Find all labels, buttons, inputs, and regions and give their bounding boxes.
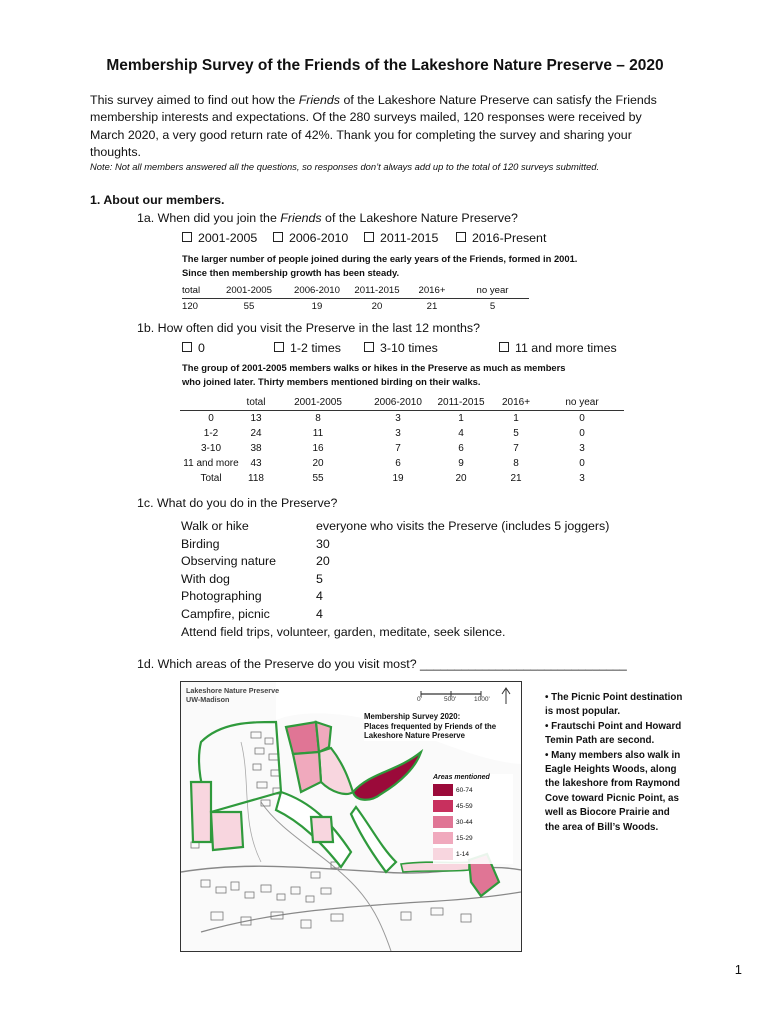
map-note-text: • The Picnic Point destination xyxy=(545,692,683,703)
table-header: 2011-2015 xyxy=(437,397,485,408)
activity-count: 4 xyxy=(316,607,323,621)
scale-label: 1000' xyxy=(474,696,490,703)
area-shape xyxy=(351,807,396,872)
table-cell: 1 xyxy=(458,413,464,424)
intro-text: of the Lakeshore Nature Preserve can satisfy the Friends xyxy=(340,93,657,107)
table-header-row xyxy=(180,395,624,411)
table-cell: 55 xyxy=(243,301,255,312)
checkbox-option[interactable] xyxy=(364,231,438,245)
table-header: 2006-2010 xyxy=(374,397,422,408)
question-text: 1a. When did you join the xyxy=(137,211,281,225)
table-cell: 5 xyxy=(489,301,496,312)
summary-text: Since then membership growth has been steady. xyxy=(182,267,400,278)
q1a-table xyxy=(182,283,529,314)
table-cell: 11 xyxy=(312,428,324,439)
table-header: total xyxy=(246,397,266,408)
table-cell: 8 xyxy=(513,458,519,469)
map-title xyxy=(364,712,496,741)
scale-label: 500' xyxy=(444,696,457,703)
table-cell: 6 xyxy=(395,458,401,469)
checkbox-icon[interactable] xyxy=(273,232,283,242)
activity-count: 30 xyxy=(316,536,330,551)
table-cell: 43 xyxy=(250,458,262,469)
note-text: Note: Not all members answered all the questions, so responses don’t always add up to the total of 120 surveys submitted. xyxy=(90,161,600,172)
map-note xyxy=(545,720,725,749)
table-cell: 3 xyxy=(579,443,585,454)
legend-swatch xyxy=(433,800,453,812)
table-header: 2016+ xyxy=(418,285,446,296)
legend-item xyxy=(433,816,473,828)
map-note-text: the lakeshore from Raymond xyxy=(545,778,681,790)
map-note-text: is most popular. xyxy=(545,706,621,718)
activity-name: Photographing xyxy=(181,589,262,604)
intro-emphasis: Friends xyxy=(298,93,341,107)
scale-labels xyxy=(419,696,489,706)
map-note-text: • Many members also walk in xyxy=(545,749,681,761)
checkbox-option[interactable] xyxy=(273,231,348,245)
q1b-table xyxy=(180,395,624,486)
table-cell: 20 xyxy=(312,458,324,469)
checkbox-option[interactable] xyxy=(456,231,546,245)
checkbox-option[interactable] xyxy=(364,341,438,355)
legend-label: 1-14 xyxy=(456,850,470,858)
area-shape xyxy=(286,722,319,754)
table-cell: 120 xyxy=(182,301,199,312)
intro-text: thoughts. xyxy=(90,144,141,159)
checkbox-icon[interactable] xyxy=(364,232,374,242)
area-shape xyxy=(311,817,333,842)
table-cell: 7 xyxy=(513,443,519,454)
option-label: 2001-2005 xyxy=(198,231,258,245)
table-header-row xyxy=(182,283,529,299)
area-shape xyxy=(316,722,331,752)
intro-text: membership interests and expectations. Of the 280 surveys mailed, 120 responses were received by xyxy=(90,110,642,125)
map-note-text: Eagle Heights Woods, along xyxy=(545,764,677,776)
intro-text: March 2020, a very good return rate of 42%. Thank you for completing the survey and sharing your xyxy=(90,127,632,142)
question-1a xyxy=(137,211,518,225)
section-heading: 1. About our members. xyxy=(90,193,225,207)
legend-label: 45-59 xyxy=(456,802,473,810)
table-header: 2016+ xyxy=(501,397,531,408)
table-cell: 0 xyxy=(208,413,214,424)
legend-label: 60-74 xyxy=(456,786,473,794)
activity-count: 4 xyxy=(316,589,323,604)
table-header: 2011-2015 xyxy=(354,285,400,296)
table-cell: 19 xyxy=(392,473,404,484)
table-cell: 8 xyxy=(315,413,321,424)
legend-swatch xyxy=(433,784,453,796)
q1b-summary xyxy=(182,361,566,389)
table-cell: 9 xyxy=(458,458,464,469)
checkbox-option[interactable] xyxy=(182,341,205,355)
table-header: 2001-2005 xyxy=(226,285,272,296)
legend-swatch xyxy=(433,832,453,844)
option-label: 1-2 times xyxy=(290,341,341,355)
option-label: 3-10 times xyxy=(380,341,438,355)
checkbox-icon[interactable] xyxy=(274,342,284,352)
map-title-text: Places frequented by Friends of the xyxy=(364,721,497,731)
table-cell: 21 xyxy=(426,301,438,312)
table-cell: 21 xyxy=(510,473,522,484)
legend-swatch xyxy=(433,816,453,828)
checkbox-icon[interactable] xyxy=(182,342,192,352)
map-header-text: UW-Madison xyxy=(186,695,230,704)
legend-items xyxy=(433,784,513,864)
table-cell: 3 xyxy=(395,428,401,439)
table-cell: 5 xyxy=(513,428,519,439)
table-cell: 20 xyxy=(371,301,383,312)
activity-name: Campfire, picnic xyxy=(181,607,270,621)
table-row xyxy=(182,299,529,315)
area-shape xyxy=(353,752,421,800)
table-row xyxy=(180,441,624,456)
table-cell: 1-2 xyxy=(203,428,219,439)
area-shape xyxy=(191,782,211,842)
map-legend xyxy=(433,774,513,864)
table-cell: 19 xyxy=(311,301,323,312)
legend-item xyxy=(433,832,473,844)
map-note xyxy=(545,749,725,835)
checkbox-option[interactable] xyxy=(274,341,341,355)
option-label: 11 and more times xyxy=(515,341,617,355)
table-cell: 0 xyxy=(579,428,585,439)
activity-list xyxy=(181,518,641,648)
table-cell: 0 xyxy=(579,458,585,469)
question-text: of the Lakeshore Nature Preserve? xyxy=(321,211,518,225)
map-header xyxy=(186,686,279,704)
q1a-summary xyxy=(182,252,577,280)
legend-item xyxy=(433,800,473,812)
table-cell: 1 xyxy=(513,413,519,424)
legend-item xyxy=(433,784,473,796)
table-row xyxy=(180,471,624,486)
map-note-text: Cove toward Picnic Point, as xyxy=(545,792,679,804)
table-cell: 20 xyxy=(455,473,467,484)
table-row xyxy=(180,411,624,427)
map-note-text: the area of Bill’s Woods. xyxy=(545,821,659,833)
question-emphasis: Friends xyxy=(280,211,322,225)
summary-text: who joined later. Thirty members mentioned birding on their walks. xyxy=(182,376,481,387)
intro-paragraph xyxy=(90,92,690,161)
checkbox-option[interactable] xyxy=(499,341,617,355)
map-note-text: • Frautschi Point and Howard xyxy=(545,720,682,732)
checkbox-icon[interactable] xyxy=(456,232,466,242)
table-header: 2006-2010 xyxy=(294,285,340,296)
area-shape xyxy=(319,748,353,794)
activity-name: Walk or hike xyxy=(181,519,249,533)
option-label: 2011-2015 xyxy=(380,231,439,245)
page-title: Membership Survey of the Friends of the Lakeshore Nature Preserve – 2020 xyxy=(106,57,664,74)
option-label: 2006-2010 xyxy=(289,231,349,245)
preserve-map xyxy=(180,681,522,952)
table-cell: 16 xyxy=(312,443,324,454)
question-1c: 1c. What do you do in the Preserve? xyxy=(137,496,338,510)
table-cell: 24 xyxy=(250,428,262,439)
table-cell: 7 xyxy=(395,443,401,454)
activity-count: everyone who visits the Preserve (includes 5 joggers) xyxy=(316,519,610,533)
checkbox-option[interactable] xyxy=(182,231,257,245)
table-cell: 118 xyxy=(248,473,264,484)
table-cell: 38 xyxy=(250,443,262,454)
area-shape xyxy=(211,812,243,850)
table-cell: 6 xyxy=(458,443,464,454)
question-1d: 1d. Which areas of the Preserve do you visit most? ______________________________ xyxy=(137,657,627,671)
intro-text: This survey aimed to find out how the xyxy=(90,93,299,107)
activity-name: Birding xyxy=(181,536,220,551)
checkbox-icon[interactable] xyxy=(364,342,374,352)
activity-other: Attend field trips, volunteer, garden, meditate, seek silence. xyxy=(181,624,506,639)
activity-name: Observing nature xyxy=(181,554,277,569)
table-header: no year xyxy=(565,397,599,408)
map-note xyxy=(545,691,725,720)
legend-item xyxy=(433,848,469,860)
summary-text: The larger number of people joined during the early years of the Friends, formed in 2001. xyxy=(182,253,578,264)
map-note-text: Temin Path are second. xyxy=(545,735,655,747)
activity-name: With dog xyxy=(181,571,230,586)
legend-swatch xyxy=(433,848,453,860)
activity-count: 20 xyxy=(316,554,330,569)
table-header: total xyxy=(182,285,201,296)
checkbox-icon[interactable] xyxy=(499,342,509,352)
table-row xyxy=(180,456,624,471)
table-cell: 55 xyxy=(312,473,324,484)
table-cell: 3-10 xyxy=(200,443,221,454)
checkbox-icon[interactable] xyxy=(182,232,192,242)
map-title-text: Lakeshore Nature Preserve xyxy=(364,731,465,740)
legend-title: Areas mentioned xyxy=(433,774,490,781)
table-row xyxy=(180,426,624,441)
option-label: 0 xyxy=(198,341,205,355)
scale-label: 0' xyxy=(417,696,422,703)
table-cell: 3 xyxy=(395,413,401,424)
table-header xyxy=(180,395,242,411)
table-header: no year xyxy=(476,285,509,296)
legend-label: 30-44 xyxy=(456,818,473,826)
table-cell: 0 xyxy=(579,413,585,424)
table-cell: 11 and more xyxy=(183,458,239,469)
legend-label: 15-29 xyxy=(456,834,473,842)
summary-text: The group of 2001-2005 members walks or hikes in the Preserve as much as members xyxy=(182,362,566,373)
table-header: 2001-2005 xyxy=(294,397,342,408)
activity-count: 5 xyxy=(316,571,323,586)
option-label: 2016-Present xyxy=(472,231,547,245)
map-notes xyxy=(545,691,725,835)
table-cell: 3 xyxy=(579,473,585,484)
question-1b: 1b. How often did you visit the Preserve in the last 12 months? xyxy=(137,321,480,335)
area-shape xyxy=(293,752,321,792)
map-title-text: Membership Survey 2020: xyxy=(364,712,461,721)
page-number: 1 xyxy=(734,962,742,977)
table-cell: 4 xyxy=(458,428,464,439)
map-header-text: Lakeshore Nature Preserve xyxy=(186,686,280,695)
table-cell: 13 xyxy=(250,413,262,424)
table-cell: Total xyxy=(200,473,222,484)
map-note-text: well as Biocore Prairie and xyxy=(545,807,670,819)
